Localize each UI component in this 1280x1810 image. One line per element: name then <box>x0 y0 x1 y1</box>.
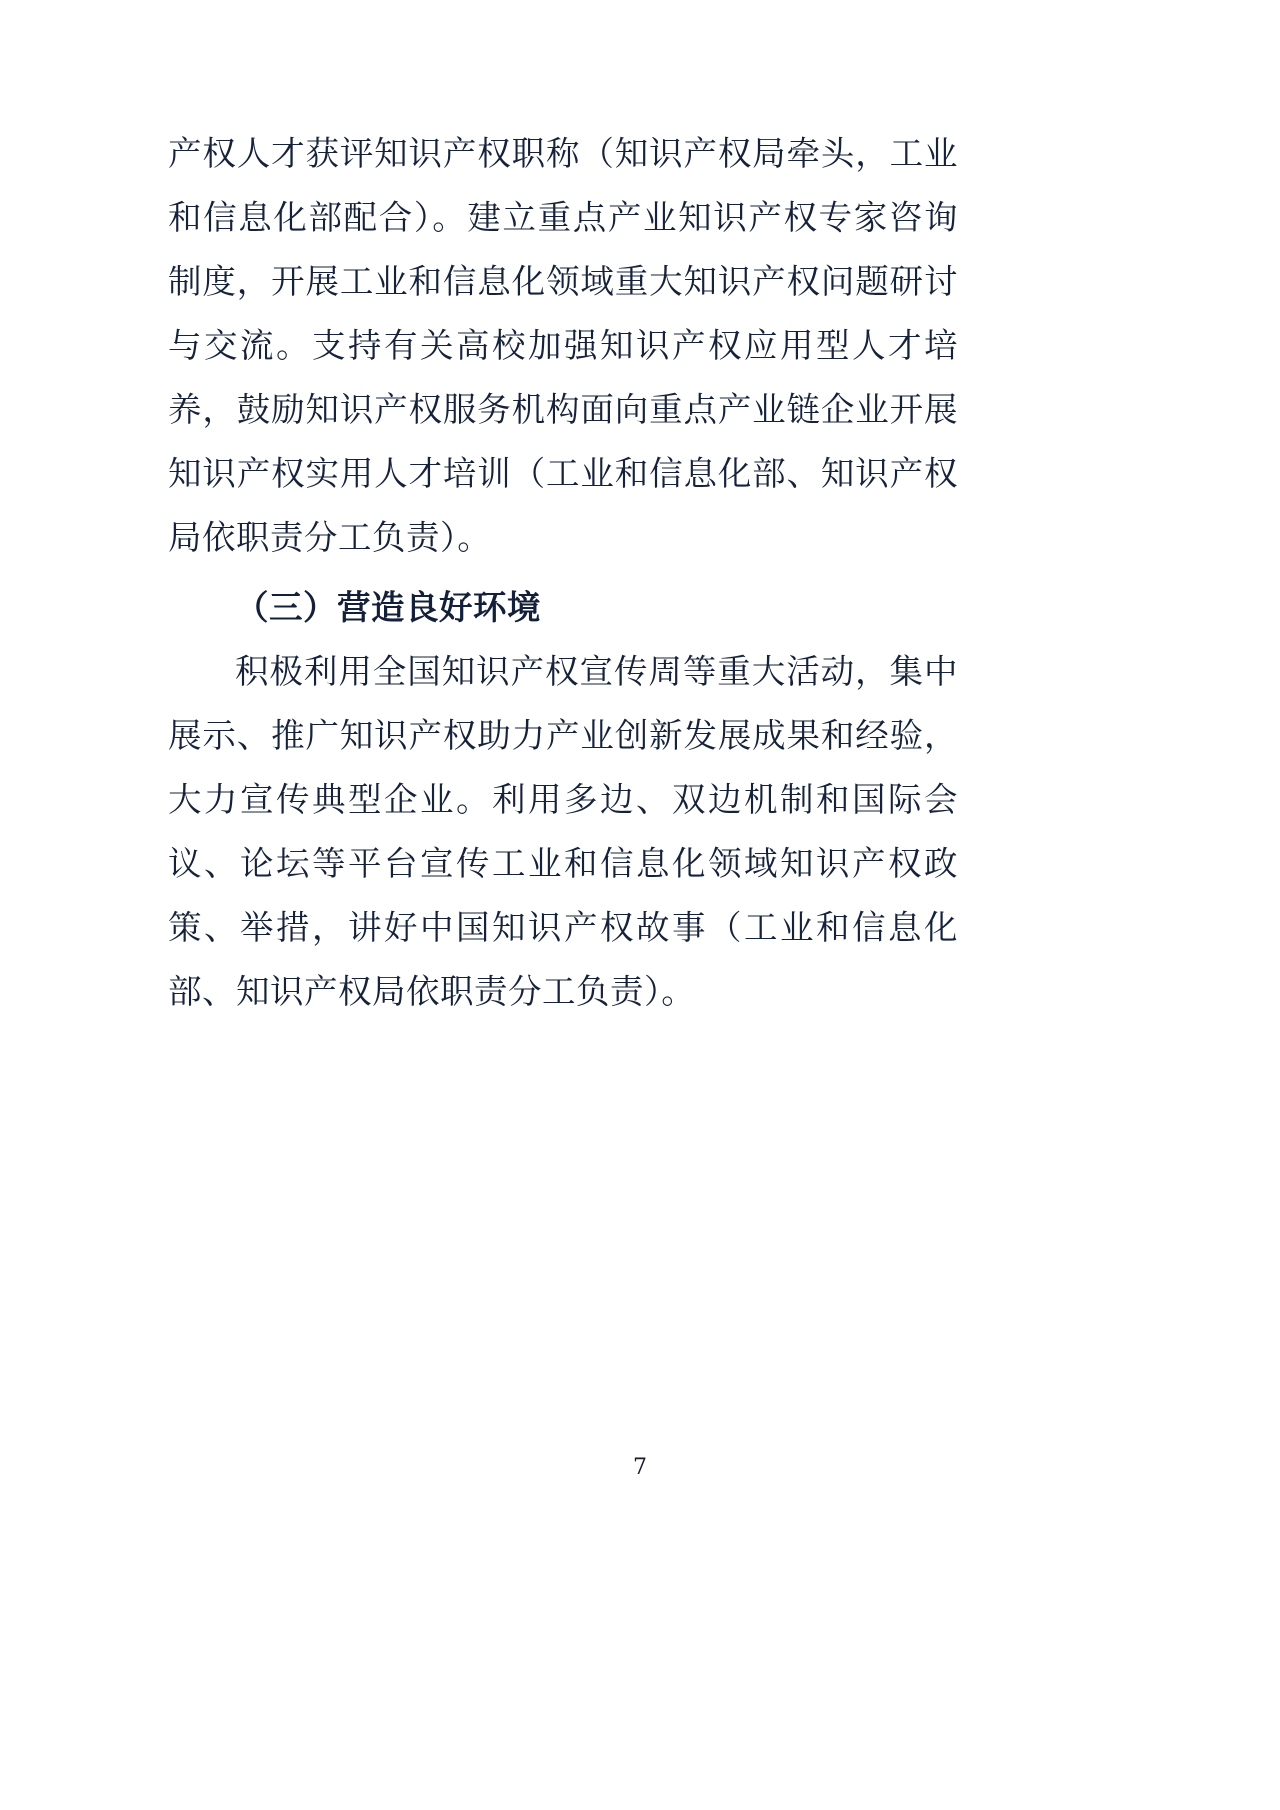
page-number: 7 <box>633 1455 647 1480</box>
paragraph-body: 积极利用全国知识产权宣传周等重大活动，集中展示、推广知识产权助力产业创新发展成果和经验，大力宣传典型企业。利用多边、双边机制和国际会议、论坛等平台宣传工业和信息化领域知识产权政策、举措，讲好中国知识产权故事（工业和信息化部、知识产权局依职责分工负责）。 <box>168 652 958 1011</box>
paragraph-continued: 产权人才获评知识产权职称（知识产权局牵头，工业和信息化部配合）。建立重点产业知识产权专家咨询制度，开展工业和信息化领域重大知识产权问题研讨与交流。支持有关高校加强知识产权应用型人才培养，鼓励知识产权服务机构面向重点产业链企业开展知识产权实用人才培训（工业和信息化部、知识产权局依职责分工负责）。 <box>168 134 958 557</box>
page-content <box>168 122 958 1024</box>
section-heading: （三）营造良好环境 <box>235 588 541 627</box>
